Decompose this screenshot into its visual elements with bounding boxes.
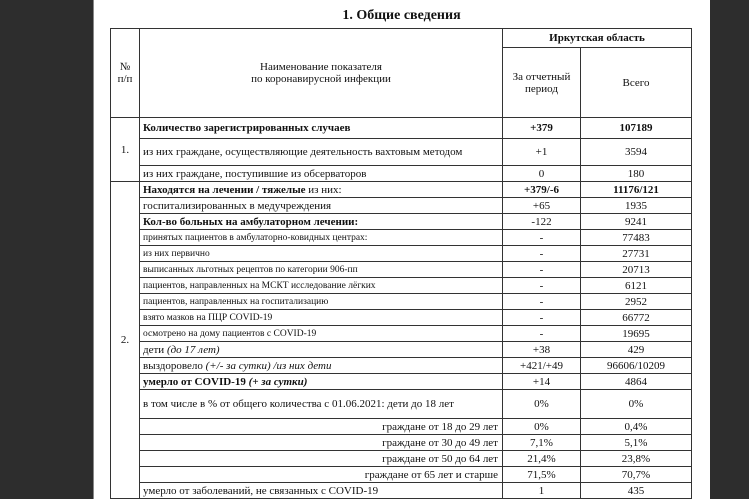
header-number-cell: [111, 29, 140, 118]
table-row: [111, 139, 692, 166]
statistics-table: [110, 28, 692, 499]
row-label-rest: из них:: [305, 183, 342, 196]
row-period: -: [503, 230, 581, 246]
header-row: [111, 29, 692, 48]
table-row: [111, 342, 692, 358]
row-period: 7,1%: [503, 435, 581, 451]
document-page: [93, 0, 710, 499]
row-total: 0%: [581, 390, 692, 419]
row-period: -: [503, 278, 581, 294]
row-total: 3594: [581, 139, 692, 166]
group-2-number: 2.: [111, 182, 140, 499]
row-period: -: [503, 246, 581, 262]
row-label: пациентов, направленных на госпитализацию: [140, 294, 503, 310]
row-total: 180: [581, 166, 692, 182]
row-period: +14: [503, 374, 581, 390]
row-total: 20713: [581, 262, 692, 278]
header-total: Всего: [581, 48, 692, 118]
table-row: [111, 182, 692, 198]
table-row: [111, 358, 692, 374]
row-period: +421/+49: [503, 358, 581, 374]
group-1-number: 1.: [111, 118, 140, 182]
row-label-italic: (до 17 лет): [166, 343, 220, 356]
row-period: -122: [503, 214, 581, 230]
header-name-cell: [140, 29, 503, 118]
table-row: [111, 214, 692, 230]
table-row: [111, 419, 692, 435]
row-label: из них первично: [140, 246, 503, 262]
row-label: пациентов, направленных на МСКТ исследование лёгких: [140, 278, 503, 294]
row-total: 2952: [581, 294, 692, 310]
row-label: [140, 342, 503, 358]
row-total: 429: [581, 342, 692, 358]
table-row: [111, 262, 692, 278]
table-row: [111, 198, 692, 214]
row-label: [140, 182, 503, 198]
row-period: -: [503, 294, 581, 310]
row-label: из них граждане, осуществляющие деятельность вахтовым методом: [140, 139, 503, 166]
row-total: 19695: [581, 326, 692, 342]
row-label: Количество зарегистрированных случаев: [140, 118, 503, 139]
table-row: [111, 467, 692, 483]
row-label-main: дети: [143, 343, 167, 356]
row-period: +379/-6: [503, 182, 581, 198]
row-total: 6121: [581, 278, 692, 294]
table-row: [111, 326, 692, 342]
header-number: № п/п: [117, 61, 133, 85]
page-edge: [93, 0, 94, 499]
header-name-line1: Наименование показателя: [260, 61, 382, 73]
table-row: [111, 294, 692, 310]
table-row: [111, 278, 692, 294]
row-label: госпитализированных в медучреждения: [140, 198, 503, 214]
row-period: +379: [503, 118, 581, 139]
header-period: За отчетный период: [503, 48, 581, 118]
row-label-bold-italic: (+ за сутки): [248, 375, 308, 388]
row-total: 70,7%: [581, 467, 692, 483]
row-label: граждане от 50 до 64 лет: [140, 451, 503, 467]
row-label: выписанных льготных рецептов по категории 906-пп: [140, 262, 503, 278]
table-row: [111, 435, 692, 451]
viewer-left-margin: [0, 0, 93, 499]
table-row: [111, 390, 692, 419]
row-label-bold: Находятся на лечении / тяжелые: [143, 183, 306, 196]
row-label: в том числе в % от общего количества с 01.06.2021: дети до 18 лет: [140, 390, 503, 419]
row-period: +1: [503, 139, 581, 166]
row-period: -: [503, 326, 581, 342]
row-period: 71,5%: [503, 467, 581, 483]
row-label: осмотрено на дому пациентов с COVID-19: [140, 326, 503, 342]
row-label: принятых пациентов в амбулаторно-ковидных центрах:: [140, 230, 503, 246]
row-label: [140, 374, 503, 390]
row-total: 5,1%: [581, 435, 692, 451]
section-title: 1. Общие сведения: [342, 8, 461, 23]
row-period: -: [503, 310, 581, 326]
row-total: 66772: [581, 310, 692, 326]
row-period: -: [503, 262, 581, 278]
row-period: +65: [503, 198, 581, 214]
row-label: граждане от 65 лет и старше: [140, 467, 503, 483]
table-row: [111, 451, 692, 467]
row-period: 0: [503, 166, 581, 182]
row-period: 1: [503, 483, 581, 499]
table-row: [111, 118, 692, 139]
table-row: [111, 374, 692, 390]
table-row: [111, 310, 692, 326]
row-total: 23,8%: [581, 451, 692, 467]
table-row: [111, 483, 692, 499]
row-total: 107189: [581, 118, 692, 139]
row-total: 77483: [581, 230, 692, 246]
row-period: +38: [503, 342, 581, 358]
row-total: 435: [581, 483, 692, 499]
row-total: 1935: [581, 198, 692, 214]
row-period: 0%: [503, 419, 581, 435]
row-label: из них граждане, поступившие из обсерваторов: [140, 166, 503, 182]
row-total: 96606/10209: [581, 358, 692, 374]
row-total: 4864: [581, 374, 692, 390]
table-row: [111, 246, 692, 262]
row-label: [140, 358, 503, 374]
row-label: граждане от 30 до 49 лет: [140, 435, 503, 451]
header-region: Иркутская область: [503, 29, 692, 48]
row-total: 9241: [581, 214, 692, 230]
row-label-bold: умерло от COVID-19: [143, 375, 249, 388]
row-period: 0%: [503, 390, 581, 419]
table-row: [111, 166, 692, 182]
row-period: 21,4%: [503, 451, 581, 467]
row-total: 11176/121: [581, 182, 692, 198]
table-row: [111, 230, 692, 246]
row-label: умерло от заболеваний, не связанных с COVID-19: [140, 483, 503, 499]
row-label: взято мазков на ПЦР COVID-19: [140, 310, 503, 326]
row-label-main: выздоровело: [143, 359, 206, 372]
row-label: граждане от 18 до 29 лет: [140, 419, 503, 435]
header-name-line2: по коронавирусной инфекции: [251, 73, 391, 85]
row-total: 27731: [581, 246, 692, 262]
row-total: 0,4%: [581, 419, 692, 435]
viewer-right-margin: [710, 0, 749, 499]
row-label-italic: (+/- за сутки) /из них дети: [205, 359, 332, 372]
row-label: Кол-во больных на амбулаторном лечении:: [140, 214, 503, 230]
